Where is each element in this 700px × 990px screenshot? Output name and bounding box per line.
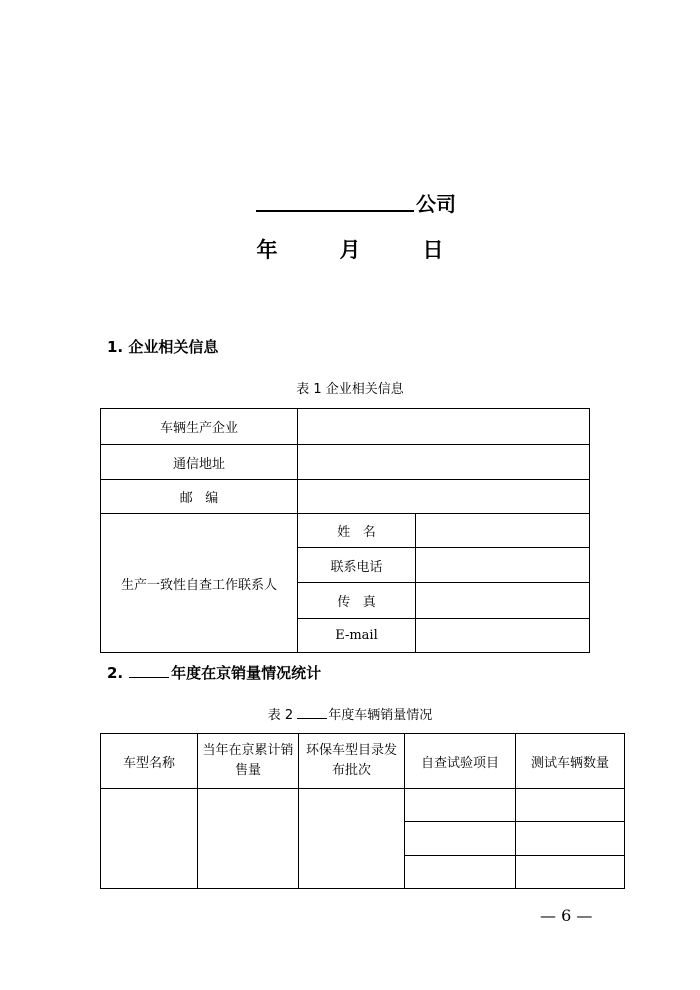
page-number: — 6 — [540, 906, 593, 925]
value-contact-name[interactable] [416, 514, 590, 548]
section2-number: 2. [107, 664, 124, 682]
cell-test-item-2[interactable] [405, 822, 516, 856]
table2-caption-prefix: 表 2 [267, 708, 294, 723]
header-self-test-items: 自查试验项目 [405, 734, 516, 789]
cell-model-name[interactable] [101, 789, 198, 889]
cell-cumulative-sales[interactable] [198, 789, 299, 889]
table1-caption: 表 1 企业相关信息 [296, 382, 404, 397]
date-year: 年 [256, 238, 278, 262]
label-contact-person: 生产一致性自查工作联系人 [101, 514, 298, 653]
cell-catalog-batch[interactable] [299, 789, 405, 889]
year-blank [129, 665, 169, 678]
header-catalog-batch: 环保车型目录发布批次 [299, 734, 405, 789]
cell-test-count-1[interactable] [516, 789, 625, 822]
header-cumulative-sales: 当年在京累计销售量 [198, 734, 299, 789]
value-contact-email[interactable] [416, 619, 590, 653]
label-manufacturer: 车辆生产企业 [101, 409, 298, 445]
value-manufacturer[interactable] [298, 409, 590, 445]
cell-test-item-1[interactable] [405, 789, 516, 822]
table2-caption-text: 年度车辆销量情况 [328, 708, 433, 723]
label-contact-phone: 联系电话 [298, 548, 416, 583]
section2-title [107, 662, 321, 683]
label-contact-fax: 传 真 [298, 583, 416, 619]
company-label: 公司 [416, 192, 456, 216]
company-name-blank [256, 210, 414, 212]
section2-title-text: 年度在京销量情况统计 [171, 664, 322, 682]
cell-test-count-2[interactable] [516, 822, 625, 856]
label-contact-email: E-mail [298, 619, 416, 653]
annual-sales-table [100, 733, 625, 889]
value-contact-fax[interactable] [416, 583, 590, 619]
section1-title: 1. 企业相关信息 [107, 338, 219, 356]
date-day: 日 [422, 238, 444, 262]
value-postcode[interactable] [298, 480, 590, 514]
caption-year-blank [297, 708, 327, 719]
cell-test-count-3[interactable] [516, 856, 625, 889]
value-contact-phone[interactable] [416, 548, 590, 583]
header-model-name: 车型名称 [101, 734, 198, 789]
date-month: 月 [339, 238, 361, 262]
label-address: 通信地址 [101, 445, 298, 480]
value-address[interactable] [298, 445, 590, 480]
date-line [0, 234, 700, 264]
table2-caption [0, 704, 700, 723]
label-postcode: 邮 编 [101, 480, 298, 514]
header-test-vehicle-count: 测试车辆数量 [516, 734, 625, 789]
cell-test-item-3[interactable] [405, 856, 516, 889]
label-contact-name: 姓 名 [298, 514, 416, 548]
enterprise-info-table [100, 408, 590, 653]
